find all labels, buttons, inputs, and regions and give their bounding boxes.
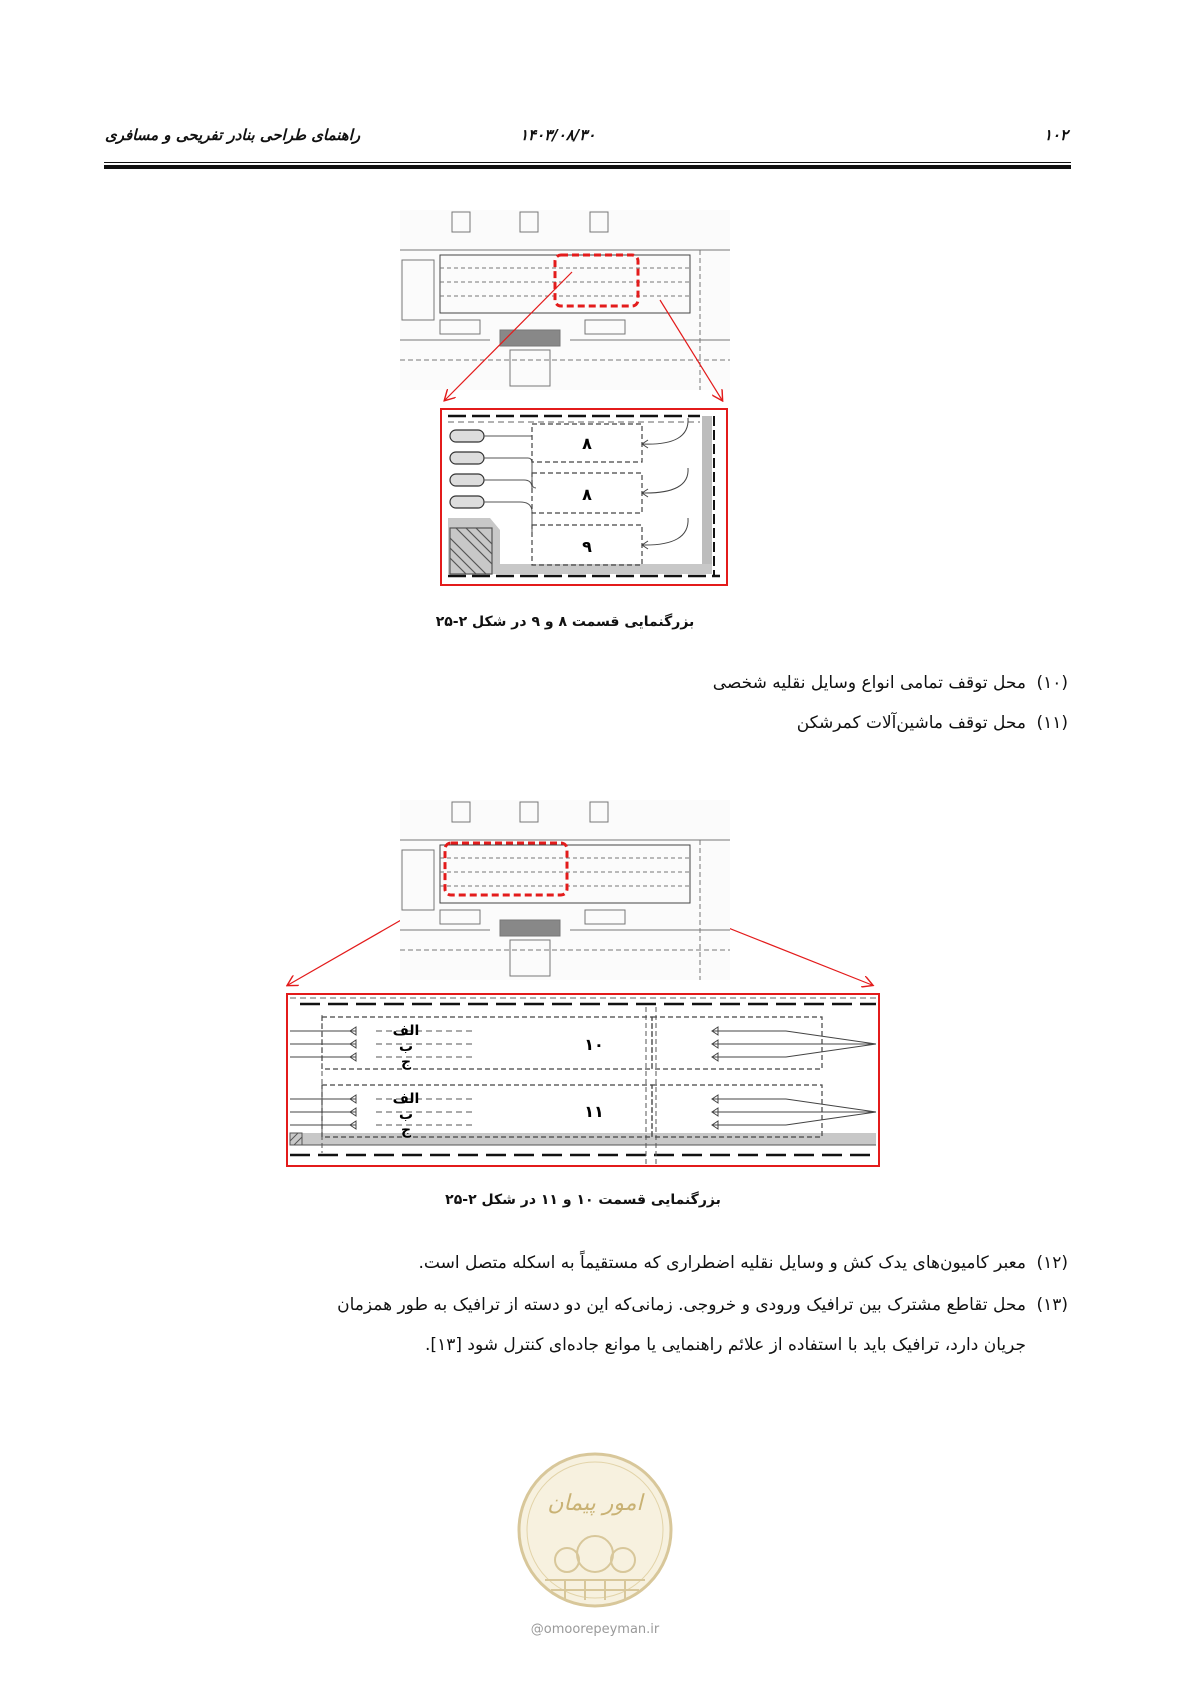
list-item-text: محل توقف ماشین‌آلات کمرشکن bbox=[796, 713, 1026, 733]
list-item-text: معبر کامیون‌های یدک کش و وسایل نقلیه اضطراری که مستقیماً به اسکله متصل است. bbox=[418, 1253, 1026, 1273]
figure2-zoom-detail bbox=[286, 993, 880, 1167]
lane-letter: الف bbox=[392, 1091, 420, 1107]
header-title: راهنمای طراحی بنادر تفریحی و مسافری bbox=[105, 126, 361, 144]
figure1-caption: بزرگنمایی قسمت ۸ و ۹ در شکل ۲-۲۵ bbox=[435, 614, 695, 630]
list-item bbox=[118, 708, 1068, 738]
header-rule-thin bbox=[104, 162, 1071, 163]
lane-letter: ج bbox=[400, 1122, 412, 1138]
zoom-label-8a: ۸ bbox=[582, 434, 592, 453]
list-item-continuation: جریان دارد، ترافیک باید با استفاده از علائم راهنمایی یا موانع جاده‌ای کنترل شود [۱۳]. bbox=[425, 1335, 1026, 1355]
watermark-handle: @omoorepeyman.ir bbox=[530, 1622, 660, 1637]
header-rule-thick bbox=[104, 165, 1071, 169]
header-date: ۱۴۰۳/۰۸/۳۰ bbox=[520, 126, 596, 144]
list-item-text: محل تقاطع مشترک بین ترافیک ورودی و خروجی. زمانی‌که این دو دسته از ترافیک به طور همزمان bbox=[337, 1295, 1026, 1315]
lane-letter: الف bbox=[392, 1023, 420, 1039]
list-item-number: (۱۰) bbox=[1036, 673, 1068, 693]
lane-letter: ب bbox=[398, 1039, 414, 1055]
page-number: ۱۰۲ bbox=[1043, 126, 1068, 144]
figure2-caption: بزرگنمایی قسمت ۱۰ و ۱۱ در شکل ۲-۲۵ bbox=[445, 1192, 721, 1208]
zoom-label-10: ۱۰ bbox=[584, 1035, 604, 1054]
list-item bbox=[98, 1290, 1068, 1320]
watermark-logo bbox=[515, 1450, 675, 1620]
list-item-number: (۱۱) bbox=[1036, 713, 1068, 733]
lane-letter: ب bbox=[398, 1107, 414, 1123]
figure1-overview-plan bbox=[400, 210, 730, 390]
lane-letter: ج bbox=[400, 1054, 412, 1070]
figure1-zoom-detail bbox=[440, 408, 728, 586]
zoom-label-11: ۱۱ bbox=[584, 1102, 604, 1121]
list-item-text: محل توقف تمامی انواع وسایل نقلیه شخصی bbox=[712, 673, 1026, 693]
zoom-label-8b: ۸ bbox=[582, 485, 592, 504]
watermark-logo-text: امور پیمان bbox=[547, 1491, 643, 1516]
zoom-label-9: ۹ bbox=[582, 537, 592, 556]
list-item bbox=[118, 668, 1068, 698]
list-item-number: (۱۲) bbox=[1036, 1253, 1068, 1273]
list-item bbox=[118, 1248, 1068, 1278]
figure2-overview-plan bbox=[400, 800, 730, 980]
list-item-number: (۱۳) bbox=[1036, 1295, 1068, 1315]
